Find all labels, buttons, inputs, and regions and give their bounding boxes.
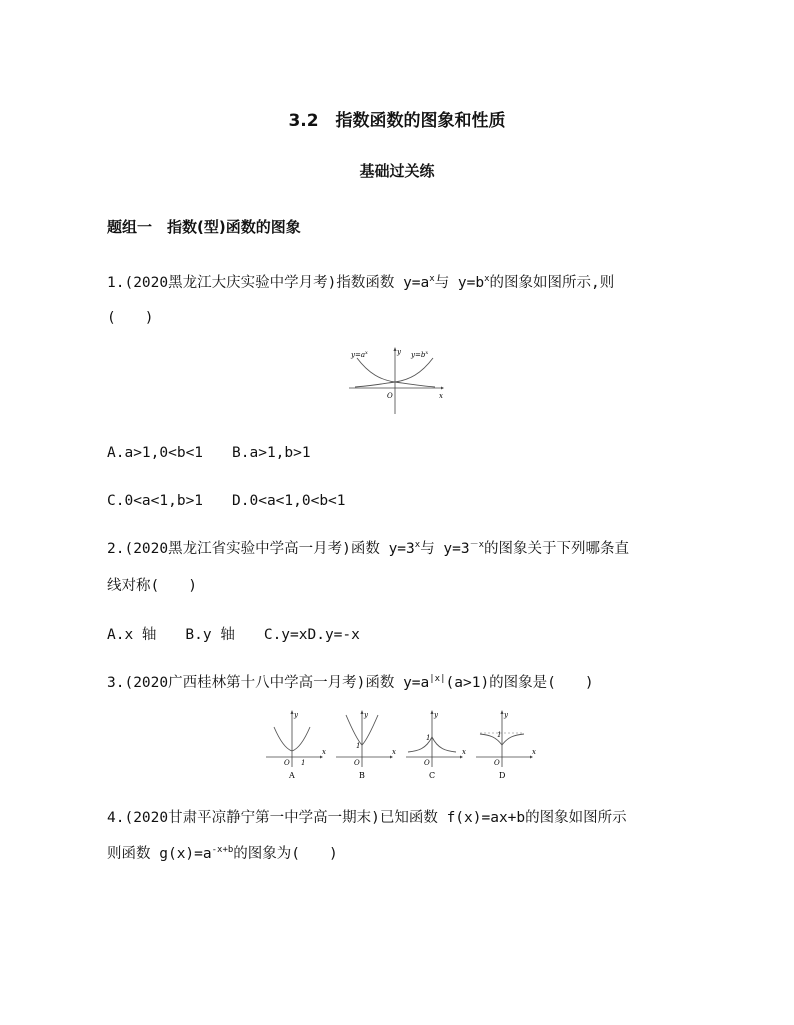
curve-label-b: $y=b^x$ <box>411 350 429 359</box>
origin-label: O <box>494 759 500 767</box>
origin-label: O <box>424 759 430 767</box>
page-title: 3.2 指数函数的图象和性质 <box>288 111 506 131</box>
x-axis-label: x <box>532 748 536 756</box>
section-subtitle: 基础过关练 <box>359 162 435 180</box>
curve-y-a-x <box>357 358 435 387</box>
question-1-answer-paren: ( ) <box>107 310 154 326</box>
tick-one-label: 1 <box>497 731 502 739</box>
question-4-stem-line-2: 则函数 $g(x)=a^{-x+b}$的图象为( ) <box>107 845 338 862</box>
y-axis-label: y <box>294 711 298 719</box>
x-axis-label: x <box>392 748 396 756</box>
origin-label: O <box>284 759 290 767</box>
question-3-stem: 3.(2020广西桂林第十八中学高一月考)函数 $y=a^{|x|}(a>1)$的图象是( ) <box>107 674 594 691</box>
y-axis-label: y <box>434 711 438 719</box>
question-1-stem: 1.(2020黑龙江大庆实验中学月考)指数函数 $y=a^x$与 $y=b^x$的图象如图所示,则 <box>107 274 615 291</box>
y-axis-label: y <box>504 711 508 719</box>
topic-group-heading: 题组一 指数(型)函数的图象 <box>107 218 301 236</box>
question-2-options: A.x 轴 B.y 轴 C.y=xD.y=-x <box>107 627 360 643</box>
question-2-stem-line-2: 线对称( ) <box>107 578 197 594</box>
option-c-graph <box>406 710 466 780</box>
option-a-graph <box>266 710 326 780</box>
curve-y-b-x <box>355 358 433 387</box>
origin-label: O <box>387 392 393 400</box>
y-axis-label: y <box>364 711 368 719</box>
option-b-label: B <box>359 771 365 780</box>
x-axis-arrow <box>441 387 444 390</box>
origin-label: O <box>354 759 360 767</box>
tick-one-label: 1 <box>356 742 361 750</box>
tick-one-label: 1 <box>301 759 306 767</box>
option-d-label: D <box>499 771 506 780</box>
option-b-graph <box>336 710 396 780</box>
question-3-figures <box>262 707 536 781</box>
tick-one-label: 1 <box>426 734 431 742</box>
question-1-figure <box>345 344 445 416</box>
question-2-stem: 2.(2020黑龙江省实验中学高一月考)函数 $y=3^x$与 $y=3^{-x}$的图象关于下列哪条直 <box>107 540 630 557</box>
y-axis-label: y <box>397 348 401 356</box>
option-a-label: A <box>289 771 295 780</box>
question-1-options-ab: A.a>1,0<b<1 B.a>1,b>1 <box>107 445 311 461</box>
question-1-options-cd: C.0<a<1,b>1 D.0<a<1,0<b<1 <box>107 493 346 509</box>
question-4-stem: 4.(2020甘肃平凉静宁第一中学高一期末)已知函数 f(x)=ax+b的图象如图所示 <box>107 810 627 826</box>
x-axis-label: x <box>462 748 466 756</box>
curve-label-a: $y=a^x$ <box>351 350 368 359</box>
x-axis-label: x <box>439 392 443 400</box>
x-axis-label: x <box>322 748 326 756</box>
option-d-graph <box>476 710 536 780</box>
option-c-label: C <box>429 771 436 780</box>
